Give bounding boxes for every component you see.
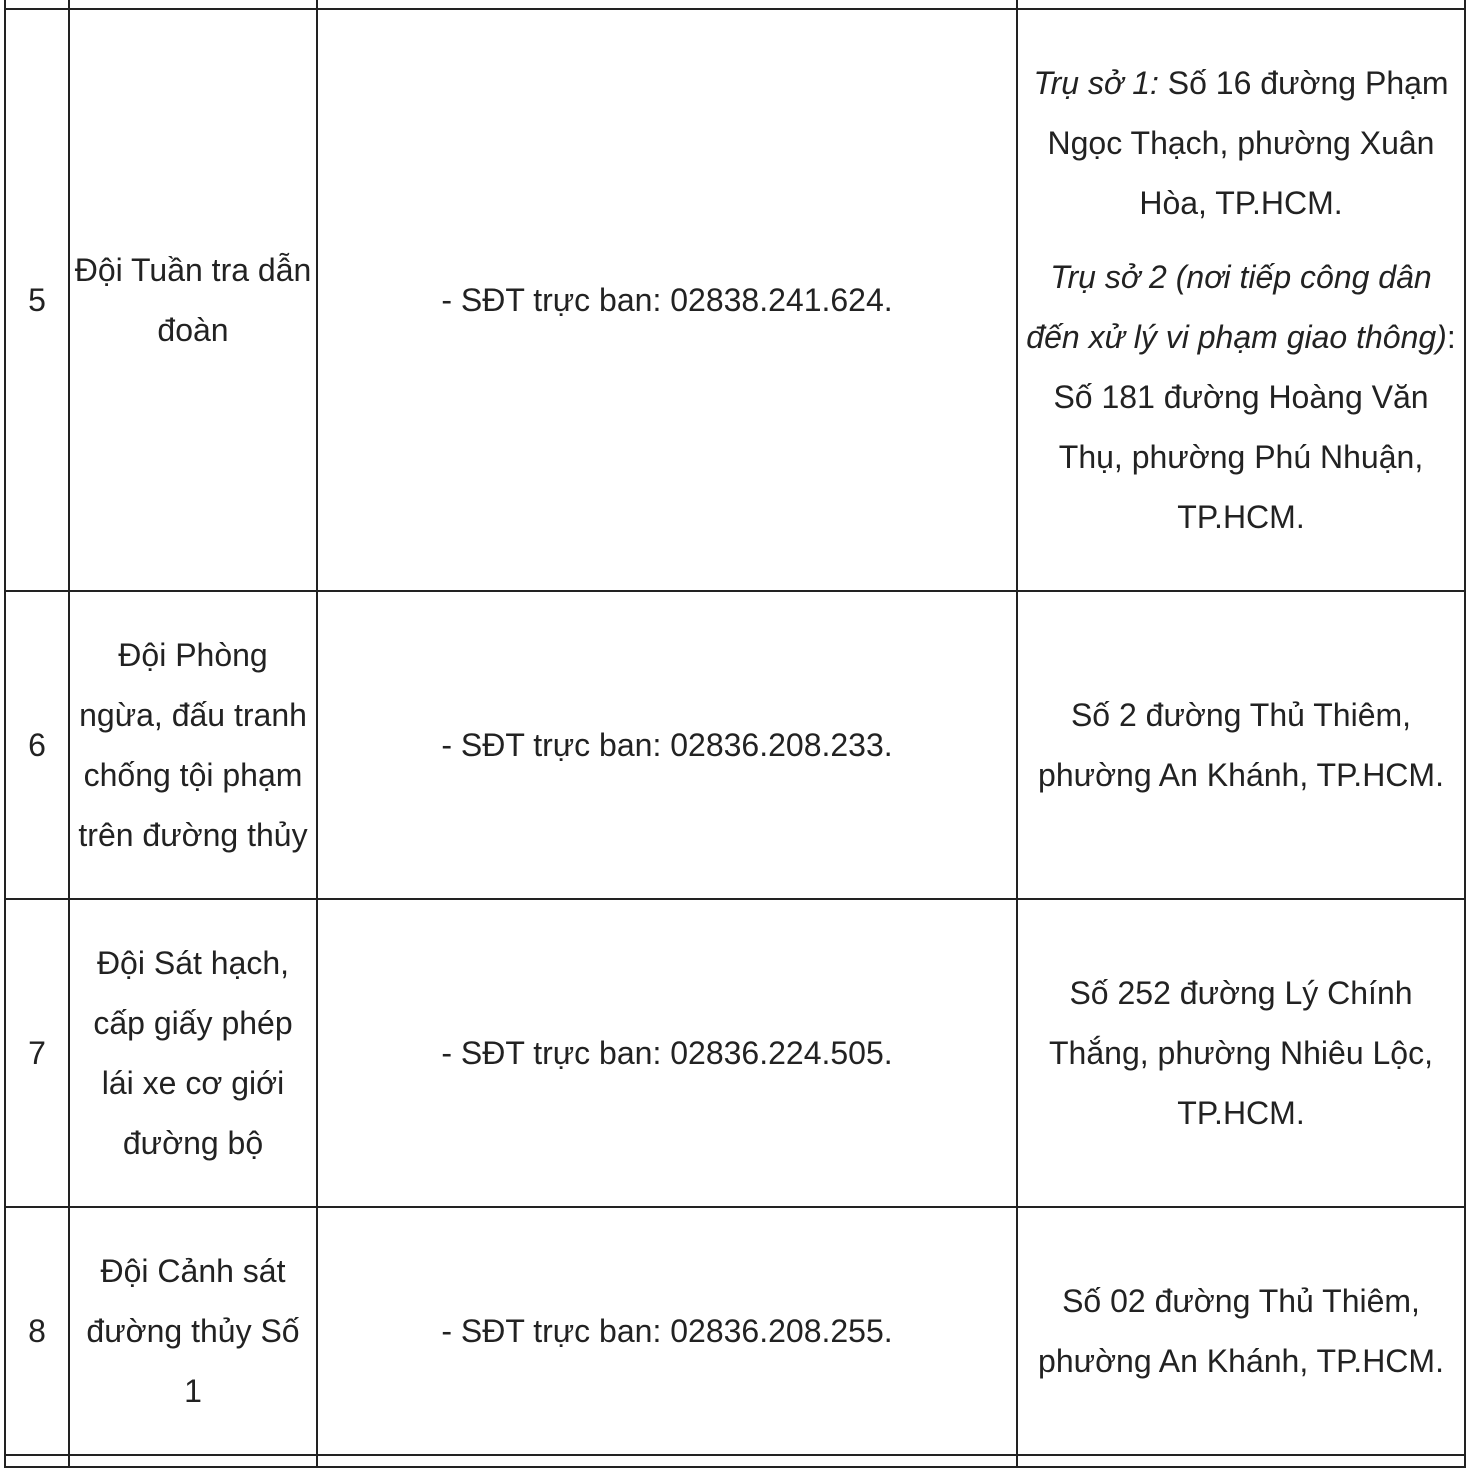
- duty-phone: - SĐT trực ban: 02836.208.255.: [317, 1207, 1017, 1455]
- contact-table-container: [4, 0, 1464, 1468]
- row-number: 5: [5, 9, 69, 591]
- unit-name: Đội Sát hạch, cấp giấy phép lái xe cơ giới đường bộ: [69, 899, 317, 1207]
- headquarters-1-label: Trụ sở 1:: [1033, 65, 1159, 101]
- table-row: [5, 9, 1465, 591]
- unit-name: Đội Phòng ngừa, đấu tranh chống tội phạm trên đường thủy: [69, 591, 317, 899]
- table-row: [5, 1207, 1465, 1455]
- duty-phone: - SĐT trực ban: 02838.241.624.: [317, 9, 1017, 591]
- headquarters-1: [1022, 53, 1460, 233]
- row-number: 7: [5, 899, 69, 1207]
- contact-table: [4, 0, 1466, 1468]
- address-cell: [1017, 9, 1465, 591]
- table-row: [5, 899, 1465, 1207]
- headquarters-2-label: Trụ sở 2 (nơi tiếp công dân đến xử lý vi phạm giao thông): [1026, 259, 1447, 355]
- address-cell: Số 252 đường Lý Chính Thắng, phường Nhiêu Lộc, TP.HCM.: [1017, 899, 1465, 1207]
- unit-name: Đội Tuần tra dẫn đoàn: [69, 9, 317, 591]
- address-cell: Số 02 đường Thủ Thiêm, phường An Khánh, TP.HCM.: [1017, 1207, 1465, 1455]
- table-row-partial-bottom: [5, 1455, 1465, 1467]
- headquarters-1-address: Số 16 đường Phạm Ngọc Thạch, phường Xuân Hòa, TP.HCM.: [1047, 65, 1449, 221]
- headquarters-2: [1022, 247, 1460, 547]
- headquarters-2-address: : Số 181 đường Hoàng Văn Thụ, phường Phú Nhuận, TP.HCM.: [1053, 319, 1456, 535]
- address-cell: Số 2 đường Thủ Thiêm, phường An Khánh, TP.HCM.: [1017, 591, 1465, 899]
- row-number: 8: [5, 1207, 69, 1455]
- row-number: 6: [5, 591, 69, 899]
- duty-phone: - SĐT trực ban: 02836.208.233.: [317, 591, 1017, 899]
- unit-name: Đội Cảnh sát đường thủy Số 1: [69, 1207, 317, 1455]
- duty-phone: - SĐT trực ban: 02836.224.505.: [317, 899, 1017, 1207]
- table-row: [5, 591, 1465, 899]
- table-row-partial-top: [5, 0, 1465, 9]
